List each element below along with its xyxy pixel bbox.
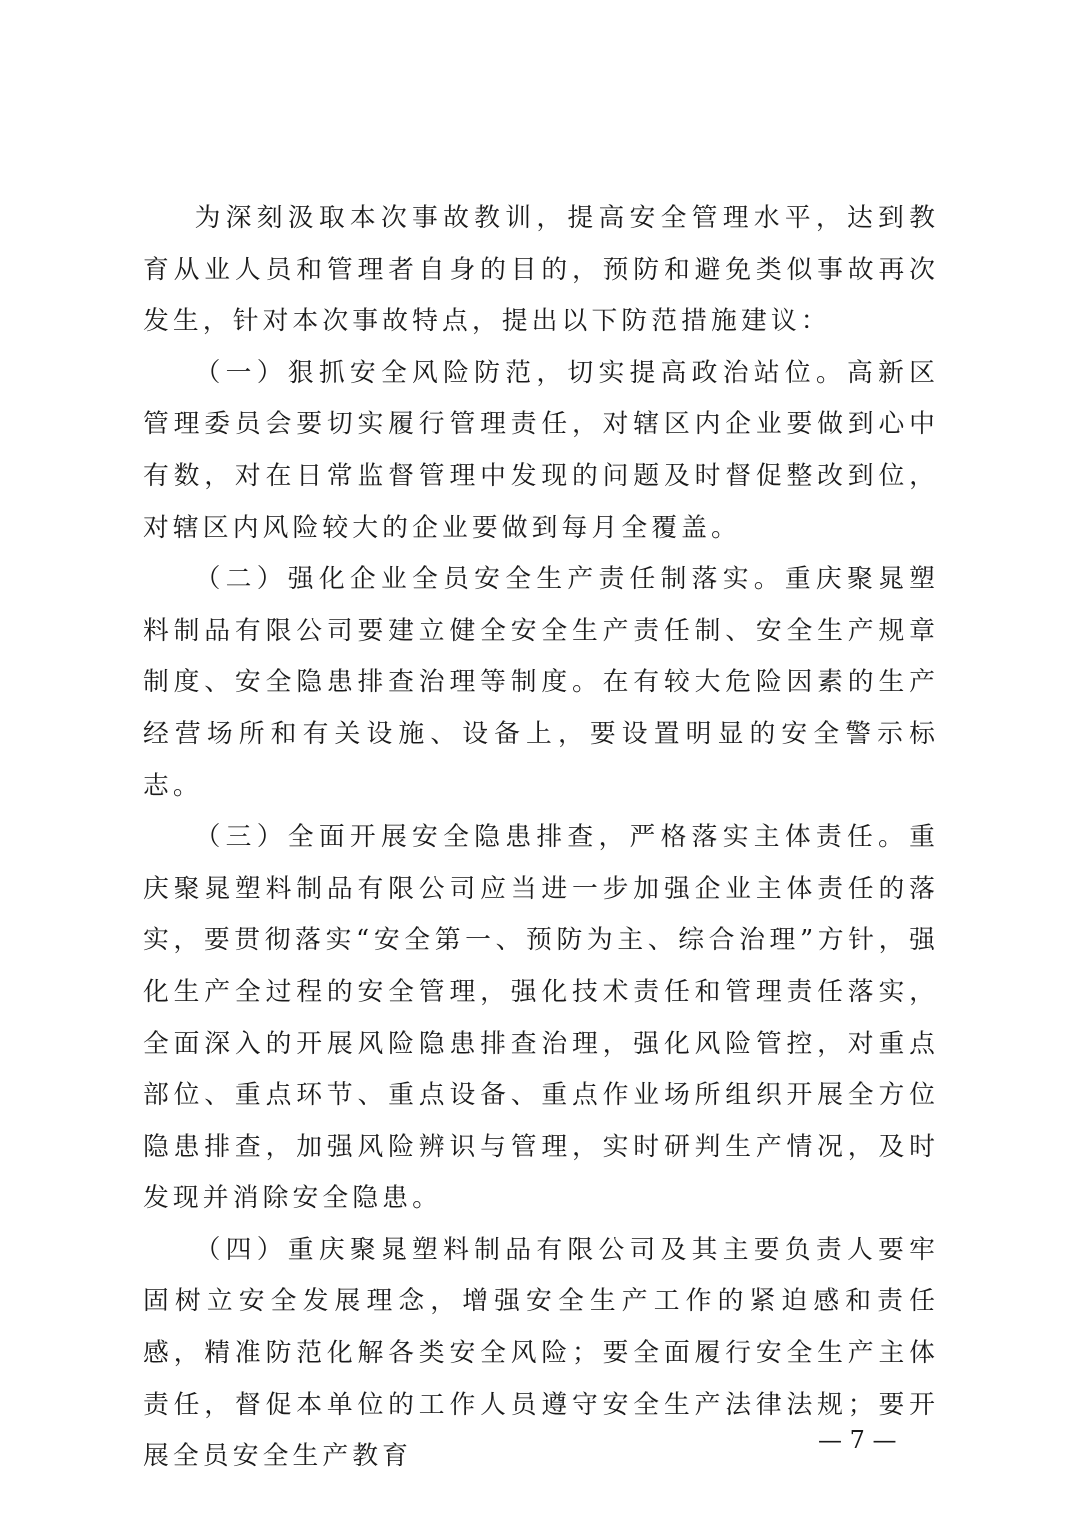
page-number: — 7 —: [818, 1426, 897, 1454]
paragraph-intro: 为深刻汲取本次事故教训，提高安全管理水平，达到教育从业人员和管理者自身的目的，预防和避免类似事故再次发生，针对本次事故特点，提出以下防范措施建议：: [143, 203, 939, 337]
paragraph-item-3: （三）全面开展安全隐患排查，严格落实主体责任。重庆聚晁塑料制品有限公司应当进一步加强企业主体责任的落实，要贯彻落实“安全第一、预防为主、综合治理”方针，强化生产全过程的安全管理，强化技术责任和管理责任落实，全面深入的开展风险隐患排查治理，强化风险管控，对重点部位、重点环节、重点设备、重点作业场所组织开展全方位隐患排查，加强风险辨识与管理，实时研判生产情况，及时发现并消除安全隐患。: [143, 822, 939, 1214]
document-body: [143, 193, 939, 1483]
paragraph-item-2: （二）强化企业全员安全生产责任制落实。重庆聚晁塑料制品有限公司要建立健全安全生产责任制、安全生产规章制度、安全隐患排查治理等制度。在有较大危险因素的生产经营场所和有关设施、设备上，要设置明显的安全警示标志。: [143, 564, 939, 801]
paragraph-item-4: （四）重庆聚晁塑料制品有限公司及其主要负责人要牢固树立安全发展理念，增强安全生产工作的紧迫感和责任感，精准防范化解各类安全风险；要全面履行安全生产主体责任，督促本单位的工作人员遵守安全生产法律法规；要开展全员安全生产教育: [143, 1234, 939, 1472]
paragraph-item-1: （一）狠抓安全风险防范，切实提高政治站位。高新区管理委员会要切实履行管理责任，对辖区内企业要做到心中有数，对在日常监督管理中发现的问题及时督促整改到位，对辖区内风险较大的企业要做到每月全覆盖。: [143, 357, 939, 543]
